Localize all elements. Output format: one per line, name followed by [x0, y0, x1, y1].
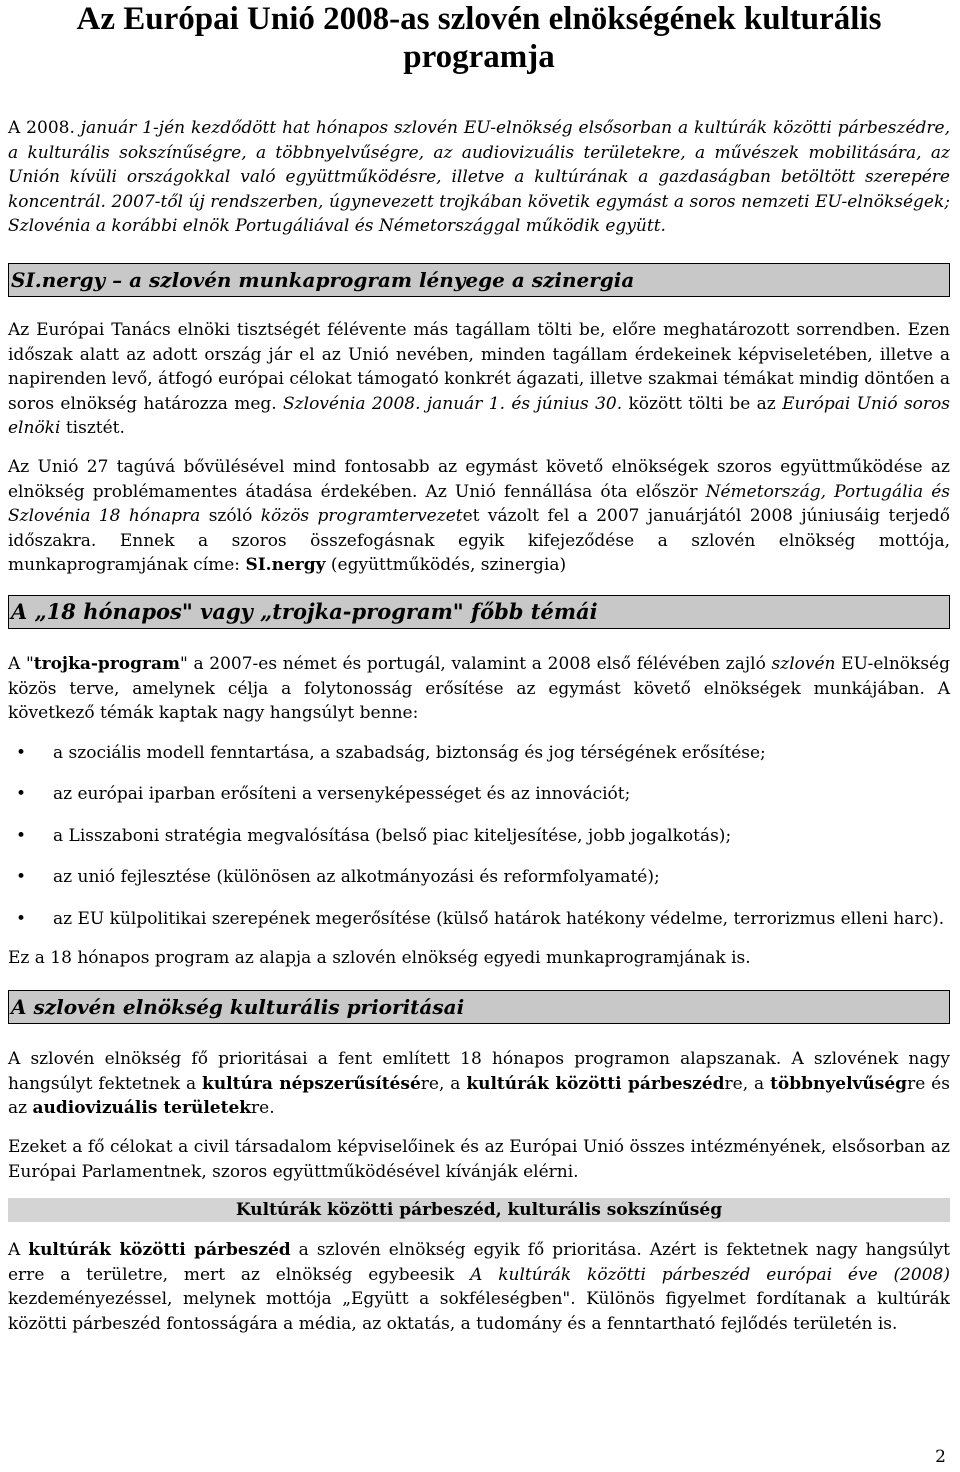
text-run: Szlovénia 2008. január 1. és június 30.: [283, 393, 623, 414]
section4-paragraph-1: [8, 1238, 950, 1336]
section-heading-trojka: A „18 hónapos" vagy „trojka-program" főbb témái: [8, 595, 950, 629]
bullet-icon: •: [16, 909, 27, 930]
section-heading-sinergy: SI.nergy – a szlovén munkaprogram lényege a szinergia: [8, 263, 950, 297]
text-run: trojka-program: [33, 653, 180, 674]
section2-closing: Ez a 18 hónapos program az alapja a szlovén elnökség egyedi munkaprogramjának is.: [8, 947, 751, 968]
text-run: a szlovén elnökség egyik fő prioritása. Azért is fektetnek nagy hangsúlyt erre a területre, mert az elnökség egybeesik: [8, 1240, 950, 1285]
text-run: között tölti be az: [622, 393, 783, 414]
intro-text: január 1-jén kezdődött hat hónapos szlovén EU-elnökség elsősorban a kultúrák közötti párbeszédre, a kulturális sokszínűségre, a többnyelvűségre, az audiovizuális területekre, a művészek mobilitására, az Unión kívüli országokkal való együttműködésre, illetve a kultúrának a gazdaságban betöltött szerepére koncentrál.: [8, 118, 950, 212]
text-run: szóló: [200, 506, 261, 527]
section3-paragraph-2: Ezeket a fő célokat a civil társadalom képviselőinek és az Európai Unió összes intézményének, elsősorban az Európai Parlamentnek, szoros együttműködésével kívánják elérni.: [8, 1137, 950, 1182]
list-item: [8, 741, 950, 766]
list-item-text: az európai iparban erősíteni a versenyképességet és az innovációt;: [53, 784, 631, 805]
section1-paragraph-1: [8, 318, 950, 441]
text-run: kultúra népszerűsítésé: [202, 1073, 421, 1094]
text-run: A: [8, 1240, 29, 1261]
text-run: re, a: [420, 1073, 467, 1094]
text-run: A kultúrák közötti párbeszéd európai éve (2008): [470, 1264, 950, 1285]
text-run: audiovizuális területek: [32, 1098, 252, 1119]
text-run: re és az: [8, 1073, 950, 1119]
title-line-2: programja: [403, 39, 555, 75]
text-run: többnyelvűség: [770, 1073, 908, 1094]
page-number: 2: [935, 1447, 946, 1467]
bullet-icon: •: [16, 784, 27, 805]
text-run: Németország, Portugália és Szlovénia 18 hónapra: [8, 481, 950, 527]
text-run: " a 2007-es német és portugál, valamint a 2008 első félévében zajló: [179, 653, 772, 674]
intro-lead: A 2008.: [8, 118, 75, 138]
section3-paragraph-1: [8, 1047, 950, 1121]
text-run: Európai Unió soros elnöki: [8, 393, 950, 439]
list-item: [8, 907, 950, 932]
text-run: SI.nergy: [245, 555, 326, 576]
text-run: et vázolt fel a 2007 januárjától 2008 júniusáig terjedő időszakra. Ennek a szoros összefogásnak egyik kifejeződése a szlovén elnökség mottója, munkaprogramjának címe:: [8, 506, 950, 576]
text-run: kultúrák közötti párbeszéd: [28, 1240, 291, 1261]
text-run: re, a: [724, 1073, 771, 1094]
intro-paragraph: [8, 116, 950, 239]
bullet-icon: •: [16, 742, 27, 763]
text-run: EU-elnökség közös terve, amelynek célja a folytonosság erősítése az egymást követő elnökségek munkájában. A következő témák kaptak nagy hangsúlyt benne:: [8, 653, 950, 724]
list-item-text: a Lisszaboni stratégia megvalósítása (belső piac kiteljesítése, jobb jogalkotás);: [53, 825, 732, 846]
text-run: kezdeményezéssel, melynek mottója „Együtt a sokféleségben". Különös figyelmet fordítanak a kultúrák közötti párbeszéd fontosságára a média, az oktatás, a tudomány és a fenntartható fejlődés területén is.: [8, 1289, 950, 1334]
list-item-text: a szociális modell fenntartása, a szabadság, biztonság és jog térségének erősítése;: [53, 742, 766, 763]
document-page: [8, 0, 950, 1337]
section2-paragraph-1: [8, 652, 950, 726]
list-item: [8, 865, 950, 890]
text-run: (együttműködés, szinergia): [325, 555, 567, 576]
intro-rest: 2007-től új rendszerben, úgynevezett trojkában követik egymást a soros nemzeti EU-elnökségek; Szlovénia a korábbi elnök Portugáliával és Németországgal működik együtt.: [8, 191, 950, 237]
list-item: [8, 824, 950, 849]
bullet-icon: •: [16, 825, 27, 846]
list-item: [8, 782, 950, 807]
section1-paragraph-2: [8, 455, 950, 578]
text-run: Az Európai Tanács elnöki tisztségét félévente más tagállam tölti be, előre meghatározott sorrendben. Ezen időszak alatt az adott ország jár el az Unió nevében, minden tagállam érdekeinek képviseletében, illetve a napirenden levő, átfogó európai célokat támogató konkrét ágazati, illetve szakmai témákat mindig döntően a soros elnökség határozza meg.: [8, 319, 950, 414]
topics-list: [8, 741, 950, 932]
text-run: re.: [251, 1098, 275, 1119]
text-run: A szlovén elnökség fő prioritásai a fent említett 18 hónapos programon alapszanak. A szlovének nagy hangsúlyt fektetnek a: [8, 1049, 950, 1094]
text-run: szlovén: [771, 653, 836, 674]
title-line-1: Az Európai Unió 2008-as szlovén elnökségének kulturális: [76, 1, 882, 37]
text-run: kultúrák közötti párbeszéd: [466, 1073, 725, 1094]
text-run: A ": [8, 653, 34, 674]
section-heading-dialogue: Kultúrák közötti párbeszéd, kulturális sokszínűség: [8, 1198, 950, 1222]
document-title: [8, 0, 950, 76]
text-run: Az Unió 27 tagúvá bővülésével mind fontosabb az egymást követő elnökségek szoros együttműködése az elnökség problémamentes átadása érdekében. Az Unió fennállása óta először: [8, 456, 950, 502]
text-run: közös programtervezet: [260, 506, 463, 527]
text-run: tisztét.: [60, 418, 125, 439]
bullet-icon: •: [16, 867, 27, 888]
list-item-text: az unió fejlesztése (különösen az alkotmányozási és reformfolyamaté);: [53, 867, 660, 888]
section-heading-priorities: A szlovén elnökség kulturális prioritásai: [8, 990, 950, 1024]
list-item-text: az EU külpolitikai szerepének megerősítése (külső határok hatékony védelme, terrorizmus elleni harc).: [53, 909, 945, 930]
